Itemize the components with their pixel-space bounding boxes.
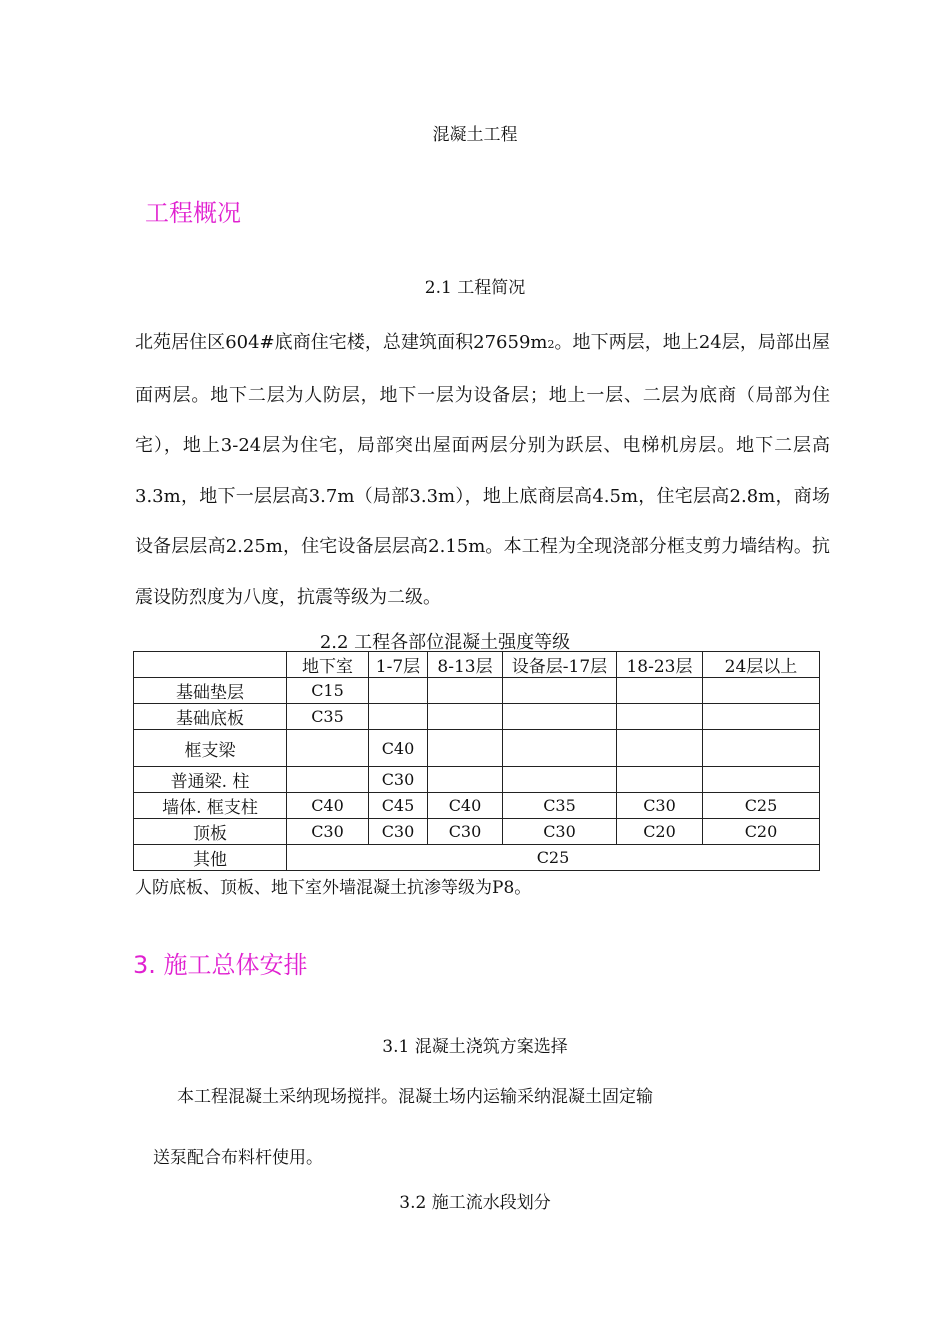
subsection-title-flow: 3.2 施工流水段划分 [399,1193,551,1213]
table-cell [428,730,503,767]
header-cell [134,652,287,678]
table-row [134,767,820,793]
section-heading-overview: 工程概况 [145,199,241,227]
table-row [134,845,820,871]
header-cell: 8-13层 [428,652,503,678]
table-cell: C20 [703,819,820,845]
table-cell: C25 [703,793,820,819]
table-cell [617,730,703,767]
table-cell: C40 [287,793,369,819]
header-cell: 设备层-17层 [503,652,617,678]
table-cell [428,704,503,730]
pouring-text-line-1: 本工程混凝土采纳现场搅拌。混凝土场内运输采纳混凝土固定输 [177,1087,653,1107]
paragraph-text-a: 北苑居住区604#底商住宅楼，总建筑面积27659m [135,332,548,353]
table-cell: C30 [503,819,617,845]
table-cell [617,678,703,704]
paragraph-text-b: 。地下两层，地上24层，局部出屋面两层。地下二层为人防层，地下一层为设备层；地上一层、二层为底商（局部为住宅），地上3-24层为住宅，局部突出屋面两层分别为跃层、电梯机房层。地下二层高3.3m，地下一层层高3.7m（局部3.3m），地上底商层高4.5m，住宅层高2.8m，商场设备层层高2.25m，住宅设备层层高2.15m。本工程为全现浇部分框支剪力墙结构。抗震设防烈度为八度，抗震等级为二级。 [135,332,830,608]
pouring-text-line-2: 送泵配合布料杆使用。 [153,1148,323,1168]
table-row [134,678,820,704]
row-label: 普通梁. 柱 [134,767,287,793]
table-cell [503,704,617,730]
table-cell: C30 [369,819,428,845]
table-cell: C40 [369,730,428,767]
table-cell [369,704,428,730]
table-cell: C20 [617,819,703,845]
row-label: 基础底板 [134,704,287,730]
subsection-title-brief: 2.1 工程简况 [424,278,526,298]
row-label: 其他 [134,845,287,871]
project-description-paragraph [135,318,830,623]
table-row [134,793,820,819]
table-cell [503,767,617,793]
table-cell [428,678,503,704]
section-heading-arrangement: 3. 施工总体安排 [133,951,308,979]
header-cell: 地下室 [287,652,369,678]
merged-cell: C25 [287,845,820,871]
table-cell [617,704,703,730]
table-row [134,704,820,730]
table-cell: C15 [287,678,369,704]
row-label: 框支梁 [134,730,287,767]
table-cell: C40 [428,793,503,819]
table-cell: C35 [287,704,369,730]
table-cell: C35 [503,793,617,819]
table-cell [703,767,820,793]
header-cell: 1-7层 [369,652,428,678]
subsection-title-grades: 2.2 工程各部位混凝土强度等级 [319,632,571,653]
table-cell [428,767,503,793]
table-cell [369,678,428,704]
table-cell [617,767,703,793]
header-cell: 24层以上 [703,652,820,678]
header-cell: 18-23层 [617,652,703,678]
table-row [134,730,820,767]
table-cell [503,678,617,704]
table-cell [287,730,369,767]
table-cell [703,730,820,767]
impermeability-note: 人防底板、顶板、地下室外墙混凝土抗渗等级为P8。 [135,878,532,898]
concrete-grade-table [133,651,820,871]
table-cell: C30 [369,767,428,793]
paragraph-superscript: 2 [547,338,555,351]
table-cell [703,678,820,704]
table-cell [503,730,617,767]
row-label: 基础垫层 [134,678,287,704]
table-cell: C30 [617,793,703,819]
table-cell: C45 [369,793,428,819]
table-header-row [134,652,820,678]
table-cell [287,767,369,793]
table-row [134,819,820,845]
subsection-title-pouring: 3.1 混凝土浇筑方案选择 [382,1037,568,1057]
row-label: 顶板 [134,819,287,845]
document-title: 混凝土工程 [432,125,518,145]
table-cell: C30 [428,819,503,845]
table-cell: C30 [287,819,369,845]
table-cell [703,704,820,730]
row-label: 墙体. 框支柱 [134,793,287,819]
